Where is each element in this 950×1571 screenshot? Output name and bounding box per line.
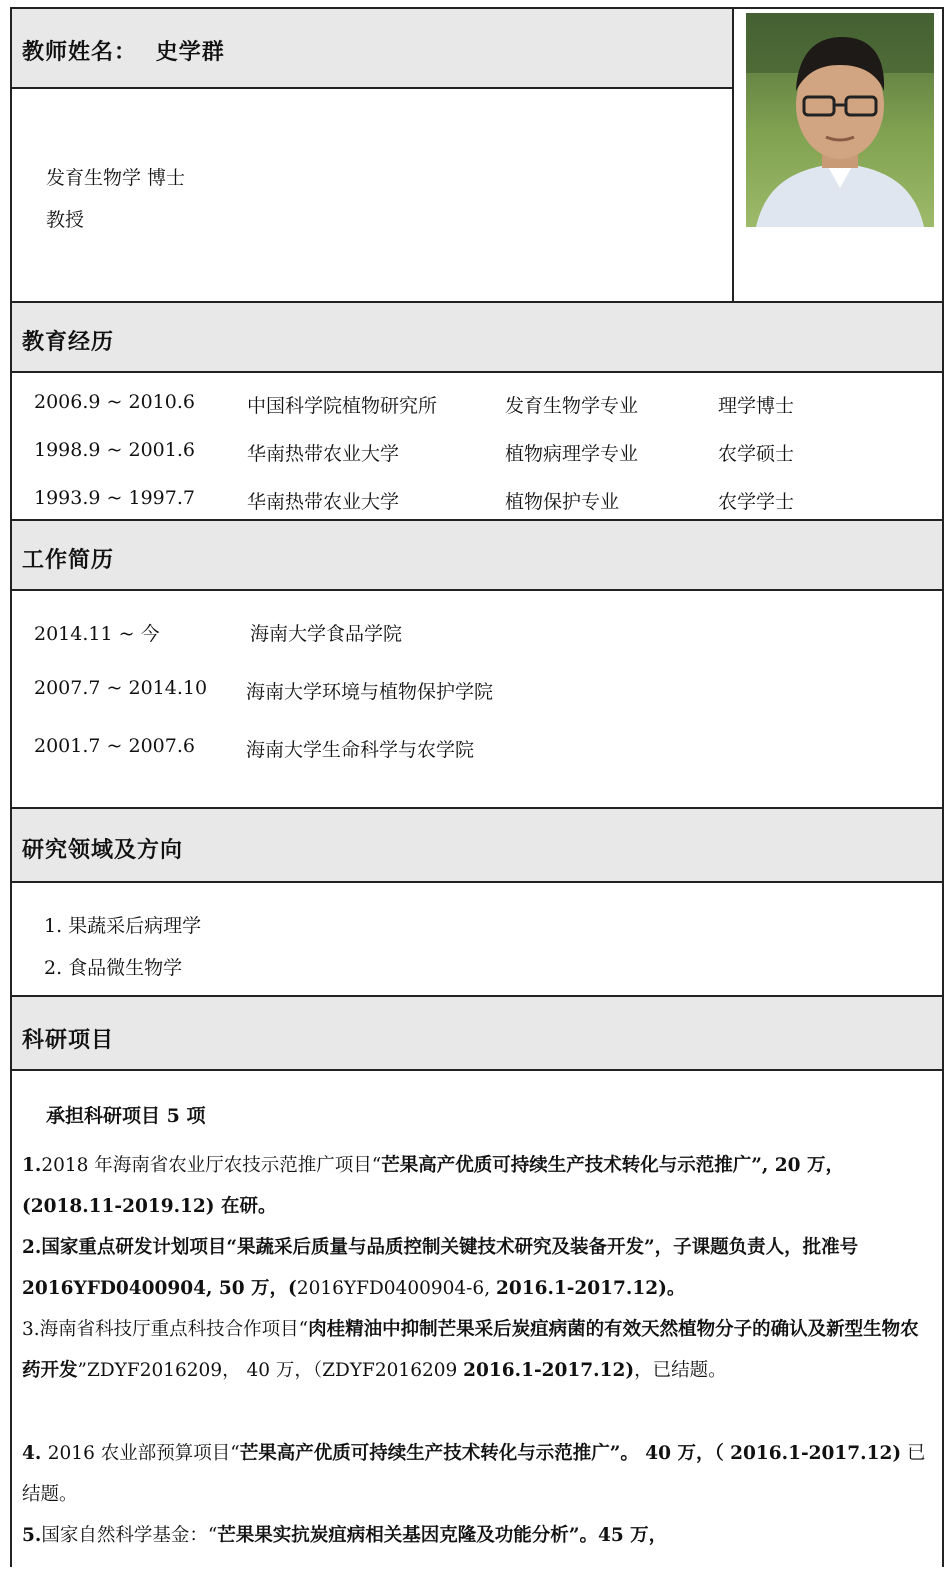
edu-major: 植物保护专业 xyxy=(505,491,620,513)
p1-detail: ”, 20 万，(2018.11-2019.12) 在研。 xyxy=(22,1155,844,1217)
project-item-4 xyxy=(22,1433,934,1515)
edu-major: 植物病理学专业 xyxy=(505,443,639,465)
profile-block xyxy=(12,89,736,301)
p2-code: 2016YFD0400904-6, xyxy=(296,1278,496,1299)
p5-detail: ”。45 万， xyxy=(568,1525,668,1546)
p3-status: ，已结题。 xyxy=(634,1360,727,1381)
edu-major: 发育生物学专业 xyxy=(505,395,639,417)
project-item-3 xyxy=(22,1309,934,1391)
edu-period: 1998.9 ~ 2001.6 xyxy=(34,439,195,461)
education-header xyxy=(12,301,942,373)
work-header xyxy=(12,519,942,591)
photo-cell xyxy=(732,9,942,301)
p1-text: 2018 年海南省农业厅农技示范推广项目“ xyxy=(41,1155,382,1176)
edu-degree: 农学学士 xyxy=(718,491,795,513)
project-item-5 xyxy=(22,1515,934,1556)
work-period: 2014.11 ~ 今 xyxy=(34,623,160,645)
name-header xyxy=(12,9,736,89)
research-list xyxy=(12,883,942,995)
work-list xyxy=(12,591,942,807)
teacher-name: 史学群 xyxy=(155,39,225,65)
work-org: 海南大学生命科学与农学院 xyxy=(246,739,475,761)
p3-title: 肉桂精油中抑制芒果采后炭疽病菌的有效天然植物分子的确认及新型生物农药开发 xyxy=(22,1319,919,1381)
project-item-2 xyxy=(22,1227,934,1309)
projects-header xyxy=(12,995,942,1071)
research-item: 2. 食品微生物学 xyxy=(44,957,183,979)
p4-status: 已结题。 xyxy=(22,1443,926,1505)
p3-code: ”ZDYF2016209， 40 万，（ZDYF2016209 xyxy=(77,1360,464,1381)
work-period: 2007.7 ~ 2014.10 xyxy=(34,677,208,699)
teacher-name-line xyxy=(22,35,225,66)
profile-degree: 发育生物学 博士 xyxy=(46,167,186,189)
p5-text: 国家自然科学基金：“ xyxy=(41,1525,218,1546)
resume-sheet xyxy=(10,7,944,1567)
p4-text: 2016 农业部预算项目“ xyxy=(47,1443,240,1464)
p3-period: 2016.1-2017.12) xyxy=(463,1360,635,1381)
work-period: 2001.7 ~ 2007.6 xyxy=(34,735,195,757)
edu-degree: 农学硕士 xyxy=(718,443,795,465)
projects-title: 科研项目 xyxy=(22,1027,115,1053)
p2-period: 2016.1-2017.12)。 xyxy=(495,1278,686,1299)
edu-period: 2006.9 ~ 2010.6 xyxy=(34,391,195,413)
p1-num: 1. xyxy=(22,1155,42,1176)
name-label: 教师姓名： xyxy=(22,39,138,65)
portrait-photo-icon xyxy=(746,13,934,227)
projects-summary: 承担科研项目 5 项 xyxy=(46,1105,206,1127)
work-org: 海南大学环境与植物保护学院 xyxy=(246,681,494,703)
edu-school: 华南热带农业大学 xyxy=(247,491,400,513)
p3-text: 3.海南省科技厅重点科技合作项目“ xyxy=(22,1319,309,1340)
projects-content xyxy=(12,1071,942,1571)
edu-school: 中国科学院植物研究所 xyxy=(247,395,438,417)
p5-num: 5. xyxy=(22,1525,42,1546)
p2-text: 2.国家重点研发计划项目“果蔬采后质量与品质控制关键技术研究及装备开发”，子课题负责人，批准号 2016YFD0400904, 50 万，( xyxy=(22,1237,859,1299)
work-title: 工作简历 xyxy=(22,547,115,573)
edu-period: 1993.9 ~ 1997.7 xyxy=(34,487,195,509)
p5-title: 芒果果实抗炭疽病相关基因克隆及功能分析 xyxy=(217,1525,569,1546)
research-title: 研究领域及方向 xyxy=(22,837,184,863)
p4-title: 芒果高产优质可持续生产技术转化与示范推广 xyxy=(239,1443,610,1464)
research-header xyxy=(12,807,942,883)
work-org: 海南大学食品学院 xyxy=(250,623,403,645)
edu-school: 华南热带农业大学 xyxy=(247,443,400,465)
education-title: 教育经历 xyxy=(22,329,115,355)
project-item-1 xyxy=(22,1145,934,1227)
p1-title: 芒果高产优质可持续生产技术转化与示范推广 xyxy=(381,1155,752,1176)
p4-detail: ”。 40 万，（ 2016.1-2017.12) xyxy=(609,1443,902,1464)
profile-title: 教授 xyxy=(46,209,85,231)
education-list xyxy=(12,373,942,519)
p4-num: 4. xyxy=(22,1443,48,1464)
research-item: 1. 果蔬采后病理学 xyxy=(44,915,202,937)
edu-degree: 理学博士 xyxy=(718,395,795,417)
